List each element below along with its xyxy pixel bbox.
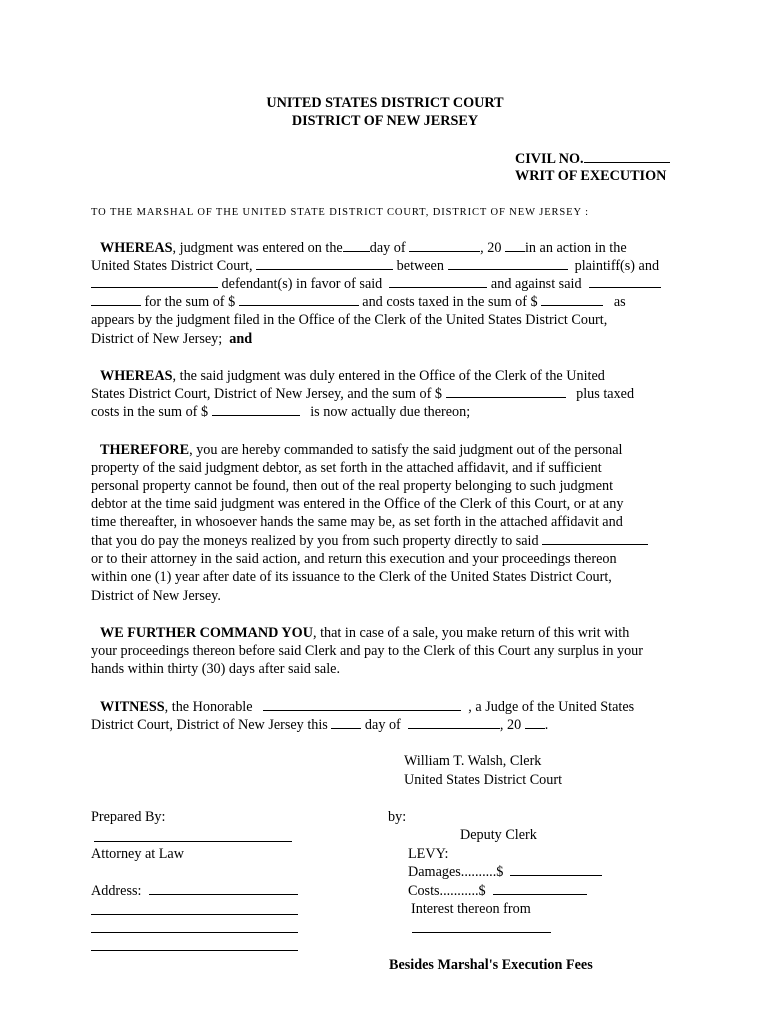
judgment-day-field[interactable] (343, 239, 370, 252)
p5-line-2: District Court, District of New Jersey this day of , 20 . (91, 717, 549, 733)
court-title: UNITED STATES DISTRICT COURT (266, 95, 504, 111)
prepared-by-signature-line[interactable] (94, 841, 292, 842)
judgment-month-field[interactable] (409, 239, 480, 252)
p1-line-5: appears by the judgment filed in the Office of the Clerk of the United States District Court, (91, 312, 608, 328)
court-field[interactable] (256, 257, 393, 270)
p2-line-2: States District Court, District of New Jersey, and the sum of $ plus taxed (91, 386, 635, 402)
civil-number-label: CIVIL NO. (515, 150, 670, 168)
damages-field[interactable] (510, 863, 602, 876)
levy-label: LEVY: (408, 846, 449, 862)
p3-line-1: THEREFORE, you are hereby commanded to satisfy the said judgment out of the personal (100, 442, 623, 458)
judgment-sum-field[interactable] (239, 293, 359, 306)
address-label: Address: (91, 882, 298, 900)
p3-line-9: District of New Jersey. (91, 588, 221, 604)
p4-line-3: hands within thirty (30) days after said sale. (91, 661, 341, 677)
p1-line-6: District of New Jersey; and (91, 331, 253, 347)
address-field-4[interactable] (91, 950, 298, 951)
interest-label: Interest thereon from (411, 901, 531, 917)
judge-name-field[interactable] (263, 698, 461, 711)
interest-field[interactable] (412, 932, 551, 933)
judgment-year-field[interactable] (505, 239, 525, 252)
address-field-3[interactable] (91, 932, 298, 933)
p1-line-2: United States District Court, between plaintiff(s) and (91, 258, 660, 274)
in-favor-of-field[interactable] (389, 275, 487, 288)
deputy-clerk-label: Deputy Clerk (460, 827, 537, 843)
p3-line-8: within one (1) year after date of its issuance to the Clerk of the United States District Court, (91, 569, 612, 585)
witness-day-field[interactable] (331, 716, 361, 729)
defendant-field[interactable] (91, 275, 218, 288)
address-field-2[interactable] (91, 914, 298, 915)
damages-label: Damages..........$ (408, 863, 602, 881)
p4-line-1: WE FURTHER COMMAND YOU, that in case of a sale, you make return of this writ with (100, 625, 630, 641)
civil-number-field[interactable] (584, 150, 670, 163)
p3-line-7: or to their attorney in the said action, and return this execution and your proceedings thereon (91, 551, 617, 567)
costs-label: Costs...........$ (408, 882, 587, 900)
prepared-by-label: Prepared By: (91, 809, 166, 825)
against-field[interactable] (589, 275, 661, 288)
p2-line-3: costs in the sum of $ is now actually due thereon; (91, 404, 471, 420)
clerk-court: United States District Court (404, 772, 563, 788)
attorney-label: Attorney at Law (91, 846, 184, 862)
p3-line-2: property of the said judgment debtor, as set forth in the attached affidavit, and if sufficient (91, 460, 602, 476)
district-title: DISTRICT OF NEW JERSEY (291, 113, 479, 129)
plaintiff-field[interactable] (448, 257, 568, 270)
p3-line-5: time thereafter, in whosoever hands the same may be, as set forth in the attached affidavit and (91, 514, 623, 530)
pay-to-field[interactable] (542, 532, 648, 545)
p4-line-2: your proceedings thereon before said Clerk and pay to the Clerk of this Court any surplus in your (91, 643, 644, 659)
costs-field[interactable] (493, 882, 587, 895)
p3-line-6: that you do pay the moneys realized by you from such property directly to said (91, 532, 648, 550)
witness-year-field[interactable] (525, 716, 545, 729)
clerk-name: William T. Walsh, Clerk (404, 753, 542, 769)
address-field-1[interactable] (149, 882, 298, 895)
writ-title: WRIT OF EXECUTION (515, 168, 667, 184)
p1-line-4: for the sum of $ and costs taxed in the sum of $ as (91, 293, 626, 311)
witness-month-field[interactable] (408, 716, 500, 729)
p1-line-1: WHEREAS, judgment was entered on the day of , 20 in an action in the (100, 240, 627, 256)
due-sum-field[interactable] (446, 385, 566, 398)
against-field-cont[interactable] (91, 293, 141, 306)
p3-line-3: personal property cannot be found, then out of the real property belonging to such judgment (91, 478, 614, 494)
p3-line-4: debtor at the time said judgment was entered in the Office of the Clerk of this Court, or at any (91, 496, 624, 512)
p1-line-3: defendant(s) in favor of said and against said (91, 275, 661, 293)
costs-taxed-field[interactable] (541, 293, 603, 306)
p2-line-1: WHEREAS, the said judgment was duly entered in the Office of the Clerk of the United (100, 368, 605, 384)
taxed-costs-field[interactable] (212, 403, 300, 416)
address-line: TO THE MARSHAL OF THE UNITED STATE DISTRICT COURT, DISTRICT OF NEW JERSEY : (91, 207, 589, 218)
footer-note: Besides Marshal's Execution Fees (389, 957, 593, 973)
by-label: by: (388, 809, 407, 825)
p5-line-1: WITNESS, the Honorable , a Judge of the United States (100, 699, 635, 715)
